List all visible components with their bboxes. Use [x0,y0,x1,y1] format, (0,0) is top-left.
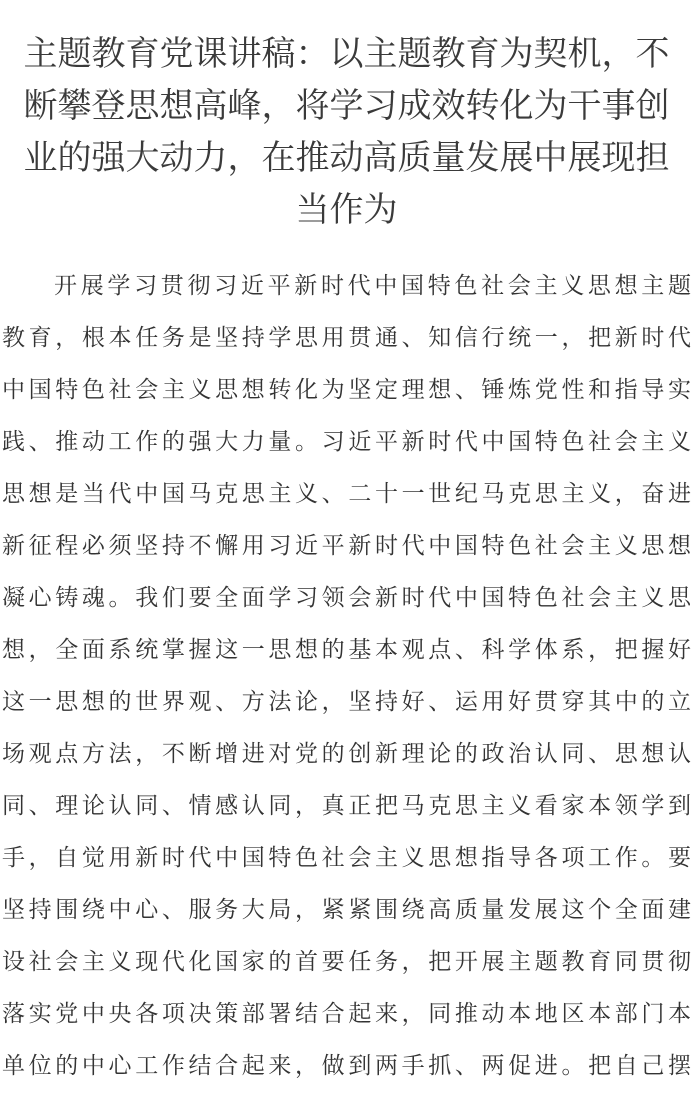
article-body [2,260,691,1092]
paragraph-line: 教育，根本任务是坚持学思用贯通、知信行统一，把新时代 [2,325,691,351]
paragraph-line: 同、理论认同、情感认同，真正把马克思主义看家本领学到 [2,793,691,819]
paragraph-line: 这一思想的世界观、方法论，坚持好、运用好贯穿其中的立 [2,689,691,715]
paragraph-line: 思想是当代中国马克思主义、二十一世纪马克思主义，奋进 [2,481,691,507]
paragraph-line: 单位的中心工作结合起来，做到两手抓、两促进。把自己摆 [2,1053,691,1079]
title-line: 断攀登思想高峰，将学习成效转化为干事创 [23,86,670,126]
paragraph-line: 设社会主义现代化国家的首要任务，把开展主题教育同贯彻 [2,949,691,975]
paragraph-line: 凝心铸魂。我们要全面学习领会新时代中国特色社会主义思 [2,585,691,611]
paragraph-line: 场观点方法，不断增进对党的创新理论的政治认同、思想认 [2,741,691,767]
paragraph-line: 践、推动工作的强大力量。习近平新时代中国特色社会主义 [2,429,691,455]
title-line: 业的强大动力，在推动高质量发展中展现担 [23,138,670,178]
title-line: 主题教育党课讲稿：以主题教育为契机，不 [23,34,670,74]
title-line: 当作为 [295,190,398,230]
paragraph-line: 坚持围绕中心、服务大局，紧紧围绕高质量发展这个全面建 [2,897,691,923]
paragraph-line: 落实党中央各项决策部署结合起来，同推动本地区本部门本 [2,1001,691,1027]
paragraph-line: 开展学习贯彻习近平新时代中国特色社会主义思想主题 [54,273,691,299]
article-title [4,28,689,236]
paragraph-line: 想，全面系统掌握这一思想的基本观点、科学体系，把握好 [2,637,691,663]
paragraph-line: 新征程必须坚持不懈用习近平新时代中国特色社会主义思想 [2,533,691,559]
paragraph-line: 手，自觉用新时代中国特色社会主义思想指导各项工作。要 [2,845,691,871]
paragraph-line: 中国特色社会主义思想转化为坚定理想、锤炼党性和指导实 [2,377,691,403]
